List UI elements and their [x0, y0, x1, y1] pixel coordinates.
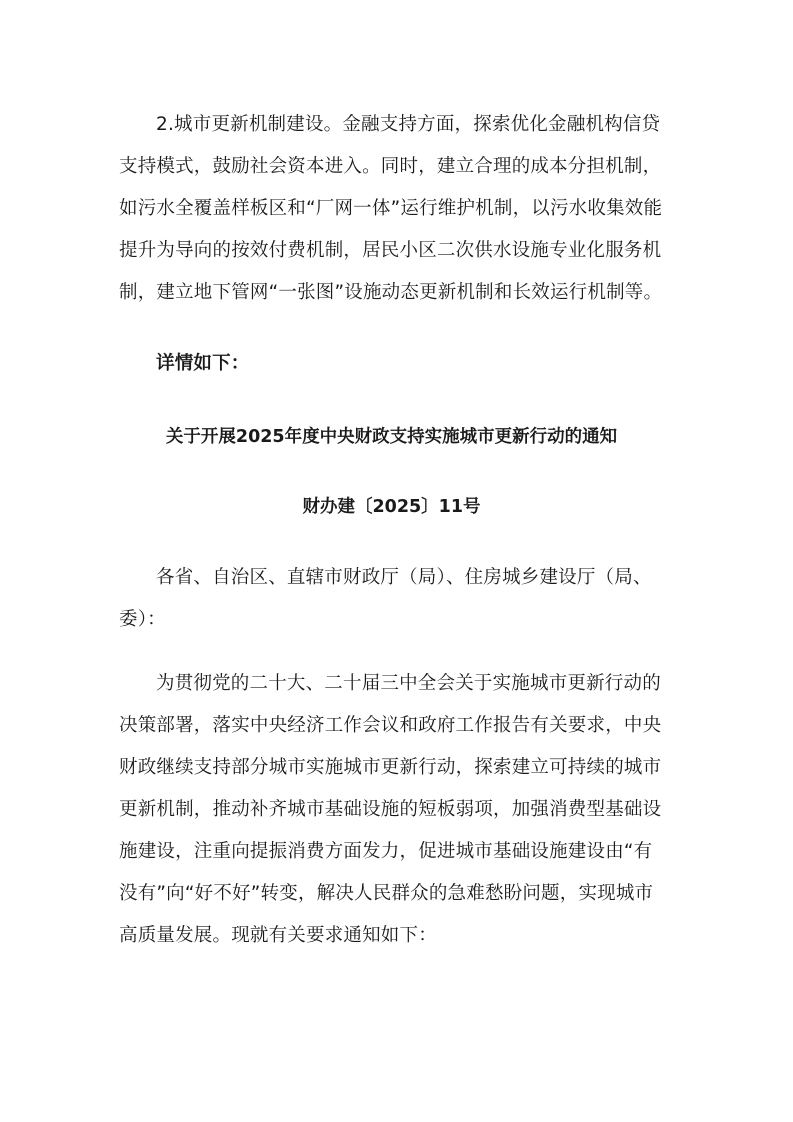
paragraph-urban-renewal-mechanism: 2.城市更新机制建设。金融支持方面，探索优化金融机构信贷支持模式，鼓励社会资本进入。同时，建立合理的成本分担机制，如污水全覆盖样板区和“厂网一体”运行维护机制，以污水收集效能提升为导向的按效付费机制，居民小区二次供水设施专业化服务机制，建立地下管网“一张图”设施动态更新机制和长效运行机制等。 — [119, 114, 663, 303]
paragraph-introduction: 为贯彻党的二十大、二十届三中全会关于实施城市更新行动的决策部署，落实中央经济工作会议和政府工作报告有关要求，中央财政继续支持部分城市实施城市更新行动，探索建立可持续的城市更新机制，推动补齐城市基础设施的短板弱项，加强消费型基础设施建设，注重向提振消费方面发力，促进城市基础设施建设由“有没有”向“好不好”转变，解决人民群众的急难愁盼问题，实现城市高质量发展。现就有关要求通知如下： — [119, 673, 662, 946]
document-number: 财办建〔2025〕11号 — [302, 497, 481, 517]
notice-title: 关于开展2025年度中央财政支持实施城市更新行动的通知 — [165, 427, 618, 447]
details-heading: 详情如下： — [156, 353, 250, 374]
salutation: 各省、自治区、直辖市财政厅（局）、住房城乡建设厅（局、委）： — [119, 567, 652, 630]
